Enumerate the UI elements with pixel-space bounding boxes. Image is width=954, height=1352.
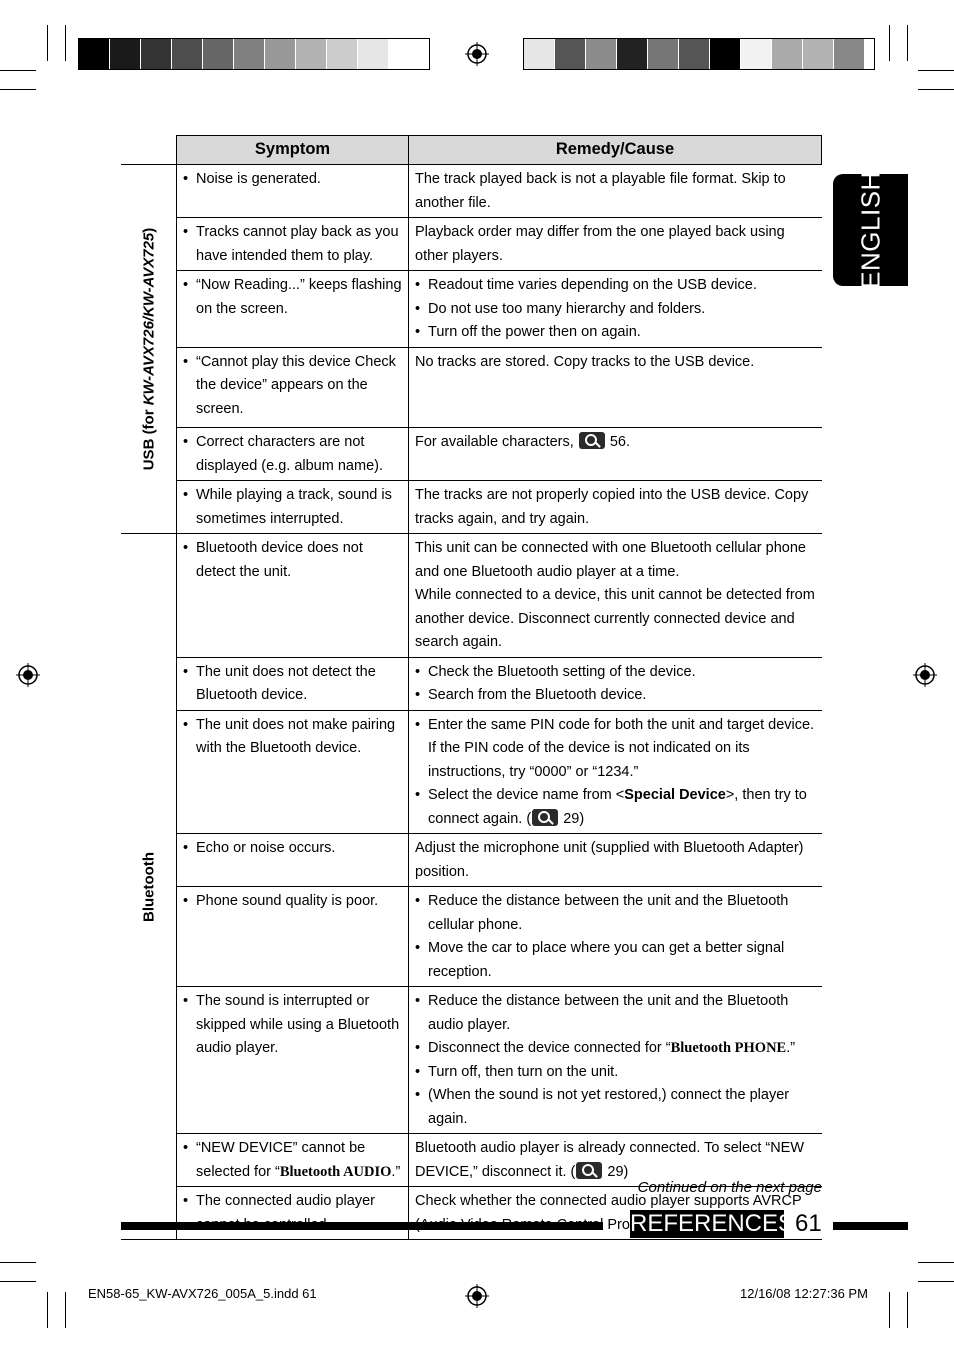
color-swatch [79, 39, 110, 69]
color-swatch [234, 39, 265, 69]
remedy-text: This unit can be connected with one Bluetooth cellular phone and one Bluetooth audio player at a time. [415, 540, 806, 580]
remedy-item: • Turn off the power then on again. [415, 321, 816, 345]
remedy-cell: Playback order may differ from the one played back using other players. [409, 218, 822, 271]
symptom-text: • The unit does not detect the Bluetooth device. [183, 661, 402, 708]
color-swatch [679, 39, 710, 69]
table-row [121, 834, 822, 887]
symptom-text: • Phone sound quality is poor. [183, 890, 402, 914]
symptom-cell [177, 271, 409, 348]
symptom-text: • Noise is generated. [183, 168, 402, 192]
crop-mark [918, 1281, 954, 1282]
slug-date: 12/16/08 12:27:36 PM [740, 1286, 868, 1301]
section-label: REFERENCES [630, 1210, 795, 1237]
symptom-cell [177, 534, 409, 658]
remedy-cell: The track played back is not a playable file format. Skip to another file. [409, 165, 822, 218]
table-row [121, 887, 822, 987]
remedy-item: • Check the Bluetooth setting of the device. [415, 661, 816, 685]
registration-mark-icon [16, 663, 40, 687]
footer-rule [121, 1222, 603, 1230]
color-swatch [586, 39, 617, 69]
color-swatch [741, 39, 772, 69]
table-row [121, 534, 822, 658]
table-row [121, 987, 822, 1134]
usb-category-suffix: ) [139, 227, 157, 233]
remedy-item: • Do not use too many hierarchy and folders. [415, 298, 816, 322]
remedy-item [415, 1037, 816, 1061]
remedy-cell: No tracks are stored. Copy tracks to the USB device. [409, 347, 822, 428]
table-header-row [121, 136, 822, 165]
remedy-cell: The tracks are not properly copied into the USB device. Copy tracks again, and try again. [409, 481, 822, 534]
symptom-text-part: .” [391, 1163, 401, 1180]
table-row [121, 428, 822, 481]
color-swatch [110, 39, 141, 69]
symptom-text: • Correct characters are not displayed (e.g. album name). [183, 431, 402, 478]
table-row [121, 218, 822, 271]
slug-filename: EN58-65_KW-AVX726_005A_5.indd 61 [88, 1286, 317, 1301]
symptom-cell [177, 887, 409, 987]
symptom-text-part: “NEW DEVICE” cannot be selected for “ [196, 1140, 366, 1180]
symptom-header: Symptom [177, 136, 409, 165]
color-swatch [358, 39, 389, 69]
continued-note: Continued on the next page [637, 1179, 822, 1196]
color-swatch [710, 39, 741, 69]
symptom-cell [177, 987, 409, 1134]
remedy-cell [409, 657, 822, 710]
usb-category-prefix: USB (for [139, 405, 157, 471]
display-name: Bluetooth AUDIO [279, 1163, 392, 1180]
magnifier-reference-icon [579, 432, 605, 449]
color-swatch [617, 39, 648, 69]
bluetooth-category-label: Bluetooth [139, 851, 157, 922]
symptom-text: • Echo or noise occurs. [183, 837, 402, 861]
remedy-text: Select the device name from < [428, 787, 625, 803]
table-row [121, 165, 822, 218]
language-tab [833, 171, 908, 289]
remedy-item: • Search from the Bluetooth device. [415, 684, 816, 708]
registration-mark-icon [913, 663, 937, 687]
crop-mark [47, 25, 48, 61]
symptom-cell [177, 834, 409, 887]
magnifier-reference-icon [576, 1162, 602, 1179]
page-reference: 29) [563, 810, 585, 827]
remedy-header: Remedy/Cause [409, 136, 822, 165]
crop-mark [0, 89, 36, 90]
troubleshooting-table [121, 135, 822, 1240]
remedy-cell [409, 428, 822, 481]
crop-mark [907, 25, 908, 61]
symptom-cell [177, 347, 409, 428]
symptom-cell [177, 218, 409, 271]
remedy-item: • Reduce the distance between the unit and the Bluetooth cellular phone. [415, 890, 816, 937]
symptom-cell [177, 481, 409, 534]
color-swatch [141, 39, 172, 69]
crop-mark [918, 70, 954, 71]
remedy-item: • Reduce the distance between the unit and the Bluetooth audio player. [415, 990, 816, 1037]
remedy-item: • Enter the same PIN code for both the unit and target device. If the PIN code of the device is not indicated on its instructions, try “0000” or “1234.” [415, 714, 816, 785]
color-swatch [772, 39, 803, 69]
remedy-cell [409, 887, 822, 987]
crop-mark [65, 25, 66, 61]
remedy-item: • Readout time varies depending on the USB device. [415, 274, 816, 298]
remedy-cell: Adjust the microphone unit (supplied with Bluetooth Adapter) position. [409, 834, 822, 887]
table-row [121, 481, 822, 534]
symptom-cell [177, 428, 409, 481]
color-swatch [265, 39, 296, 69]
category-header [121, 136, 177, 165]
symptom-cell [177, 165, 409, 218]
magnifier-reference-icon [532, 809, 558, 826]
symptom-cell [177, 710, 409, 834]
registration-mark-icon [465, 42, 489, 66]
display-name: Bluetooth PHONE [670, 1040, 787, 1056]
crop-mark [889, 1292, 890, 1328]
color-bar-right [523, 38, 875, 70]
symptom-text: • Tracks cannot play back as you have intended them to play. [183, 221, 402, 268]
remedy-cell [409, 534, 822, 658]
crop-mark [889, 25, 890, 61]
usb-category-label [137, 228, 161, 471]
crop-mark [0, 70, 36, 71]
color-swatch [524, 39, 555, 69]
remedy-text: Disconnect the device connected for “ [428, 1040, 671, 1056]
remedy-item: • Move the car to place where you can get a better signal reception. [415, 937, 816, 984]
remedy-text: Bluetooth audio player is already connected. To select “NEW DEVICE,” disconnect it. ( [415, 1140, 805, 1180]
symptom-cell [177, 1187, 409, 1240]
remedy-item: • (When the sound is not yet restored,) connect the player again. [415, 1084, 816, 1131]
symptom-text: • The connected audio player [183, 1190, 402, 1237]
symptom-text: • “Now Reading...” keeps flashing on the screen. [183, 274, 402, 321]
page-reference: 56. [609, 434, 630, 450]
table-row [121, 347, 822, 428]
usb-category-models: KW-AVX726/KW-AVX725 [139, 232, 157, 406]
remedy-text: For available characters, [415, 434, 578, 450]
symptom-text: • “Cannot play this device Check the device” appears on the screen. [183, 351, 402, 422]
color-swatch [389, 39, 420, 69]
symptom-text: • While playing a track, sound is sometimes interrupted. [183, 484, 402, 531]
table-row [121, 657, 822, 710]
symptom-cell [177, 1134, 409, 1187]
remedy-cell: Check whether the connected audio player supports AVRCP [409, 1187, 822, 1240]
crop-mark [918, 89, 954, 90]
color-swatch [296, 39, 327, 69]
remedy-text: .” [786, 1040, 796, 1056]
bluetooth-category-cell [121, 534, 177, 1240]
remedy-cell [409, 987, 822, 1134]
registration-mark-icon [465, 1284, 489, 1308]
remedy-item: • Turn off, then turn on the unit. [415, 1061, 816, 1085]
footer-rule [833, 1222, 908, 1230]
remedy-cell [409, 710, 822, 834]
remedy-text: >, then try to connect again. ( [428, 787, 807, 827]
color-bar-left [78, 38, 430, 70]
crop-mark [0, 1281, 36, 1282]
crop-mark [907, 1292, 908, 1328]
symptom-text: • The sound is interrupted or skipped while using a Bluetooth audio player. [183, 990, 402, 1061]
remedy-item [415, 784, 816, 831]
crop-mark [918, 1262, 954, 1263]
language-tab-label: ENGLISH [855, 171, 885, 289]
table-row [121, 271, 822, 348]
color-swatch [803, 39, 834, 69]
remedy-text: While connected to a device, this unit cannot be detected from another device. Disconnect currently connected device and search again. [415, 587, 815, 650]
color-swatch [648, 39, 679, 69]
page-number: 61 [795, 1210, 822, 1237]
symptom-text: • Bluetooth device does not detect the unit. [183, 537, 402, 584]
color-swatch [834, 39, 865, 69]
page-reference: 29) [607, 1163, 629, 1180]
color-swatch [203, 39, 234, 69]
menu-name: Special Device [624, 787, 726, 803]
symptom-cell [177, 657, 409, 710]
crop-mark [0, 1262, 36, 1263]
color-swatch [172, 39, 203, 69]
table-row [121, 710, 822, 834]
usb-category-cell [121, 165, 177, 534]
crop-mark [65, 1292, 66, 1328]
symptom-text [183, 1137, 402, 1184]
color-swatch [555, 39, 586, 69]
remedy-cell [409, 271, 822, 348]
crop-mark [47, 1292, 48, 1328]
color-swatch [327, 39, 358, 69]
symptom-text: • The unit does not make pairing with the Bluetooth device. [183, 714, 402, 761]
